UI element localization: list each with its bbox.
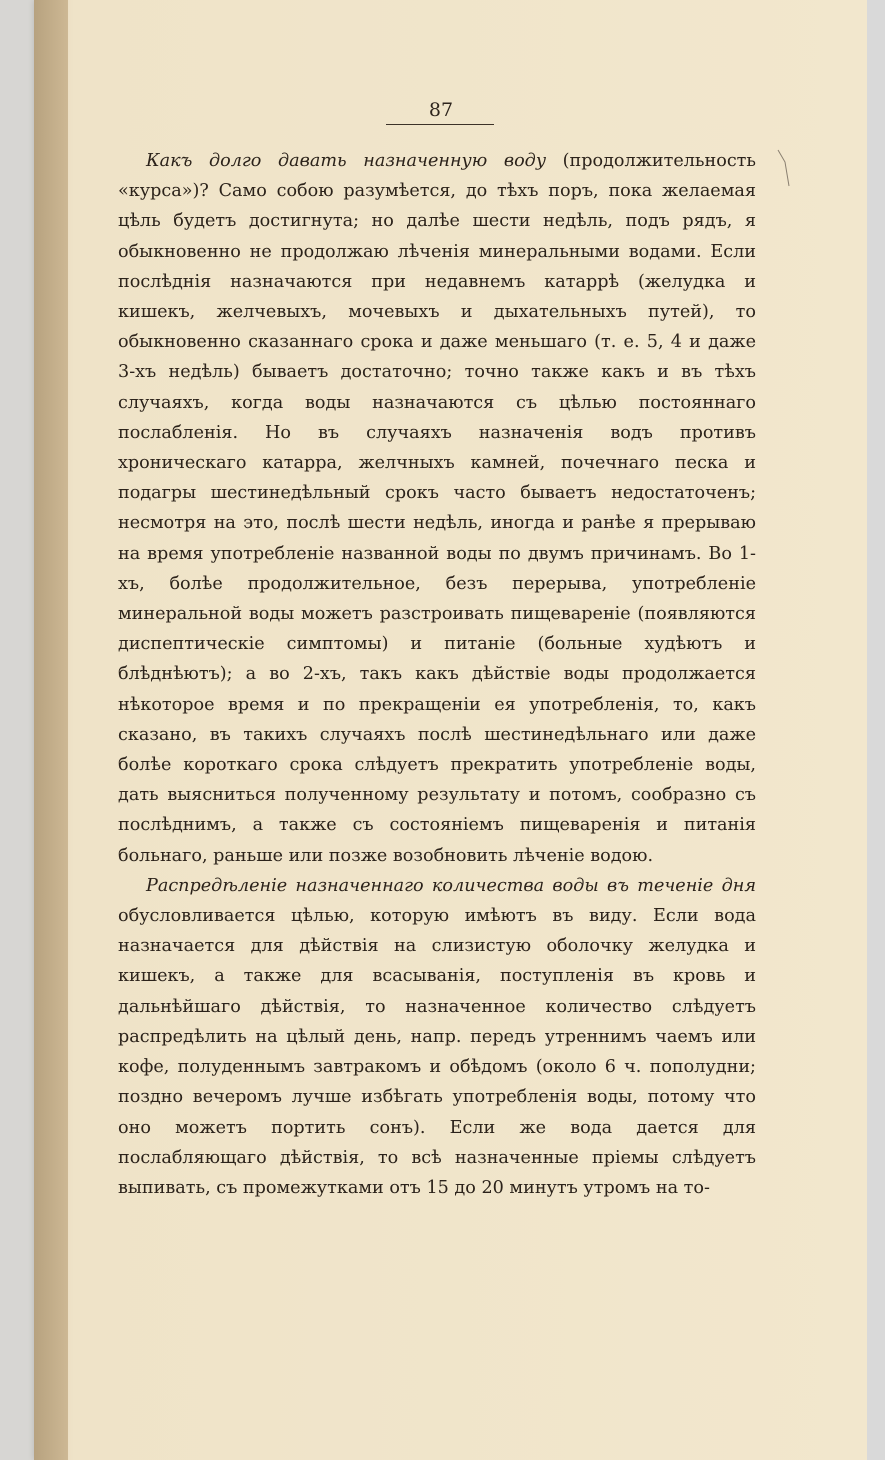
paragraph-lead-italic: Какъ долго давать назначенную воду bbox=[146, 151, 547, 171]
margin-pencil-mark bbox=[775, 148, 795, 188]
paragraph-body: (продолжительность «курса»)? Само собою разумѣется, до тѣхъ поръ, пока желаемая цѣль будетъ достигнута; но далѣе шести недѣль, подъ рядъ, я обыкновенно не продолжаю лѣченія минеральными водами. Если послѣднія назначаются при недавнемъ катаррѣ (желудка и кишекъ, желчевыхъ, мочевыхъ и дыхательныхъ путей), то обыкновенно сказаннаго срока и даже меньшаго (т. е. 5, 4 и даже 3-хъ недѣль) бываетъ достаточно; точно также какъ и въ тѣхъ случаяхъ, когда воды назначаются съ цѣлью постояннаго послабленія. Но въ случаяхъ назначенія водъ противъ хроническаго катарра, желчныхъ камней, почечнаго песка и подагры шестинедѣльный срокъ часто бываетъ недостаточенъ; несмотря на это, послѣ шести недѣль, иногда и ранѣе я прерываю на время употребленіе названной воды по двумъ причинамъ. Во 1-хъ, болѣе продолжительное, безъ перерыва, употребленіе минеральной воды можетъ разстроивать пищевареніе (появляются диспептическіе симптомы) и питаніе (больные худѣютъ и блѣднѣютъ); а во 2-хъ, такъ какъ дѣйствіе воды продолжается нѣкоторое время и по прекращеніи ея употребленія, то, какъ сказано, въ такихъ случаяхъ послѣ шестинедѣльнаго или даже болѣе короткаго срока слѣдуетъ прекратить употребленіе воды, дать выясниться полученному результату и потомъ, сообразно съ послѣднимъ, а также съ состояніемъ пищеваренія и питанія больнаго, раньше или позже возобновить лѣченіе водою. bbox=[118, 151, 756, 866]
paragraph-course-duration bbox=[118, 146, 756, 871]
paragraph-body: обусловливается цѣлью, которую имѣютъ въ виду. Если вода назначается для дѣйствія на слизистую оболочку желудка и кишекъ, а также для всасыванія, поступленія въ кровь и дальнѣйшаго дѣйствія, то назначенное количество слѣдуетъ распредѣлить на цѣлый день, напр. передъ утреннимъ чаемъ или кофе, полуденнымъ завтракомъ и обѣдомъ (около 6 ч. пополудни; поздно вечеромъ лучше избѣгать употребленія воды, потому что оно можетъ портить сонъ). Если же вода дается для послабляющаго дѣйствія, то всѣ назначенные пріемы слѣдуетъ выпивать, съ промежутками отъ 15 до 20 минутъ утромъ на то- bbox=[118, 906, 756, 1198]
scan-right-margin bbox=[867, 0, 885, 1460]
header-rule bbox=[386, 124, 494, 125]
page-binding-edge bbox=[34, 0, 68, 1460]
paragraph-daily-distribution bbox=[118, 871, 756, 1203]
paragraph-lead-italic: Распредѣленіе назначеннаго количества воды въ теченіе дня bbox=[146, 875, 756, 896]
body-text bbox=[118, 146, 756, 1203]
page-number: 87 bbox=[428, 99, 454, 121]
